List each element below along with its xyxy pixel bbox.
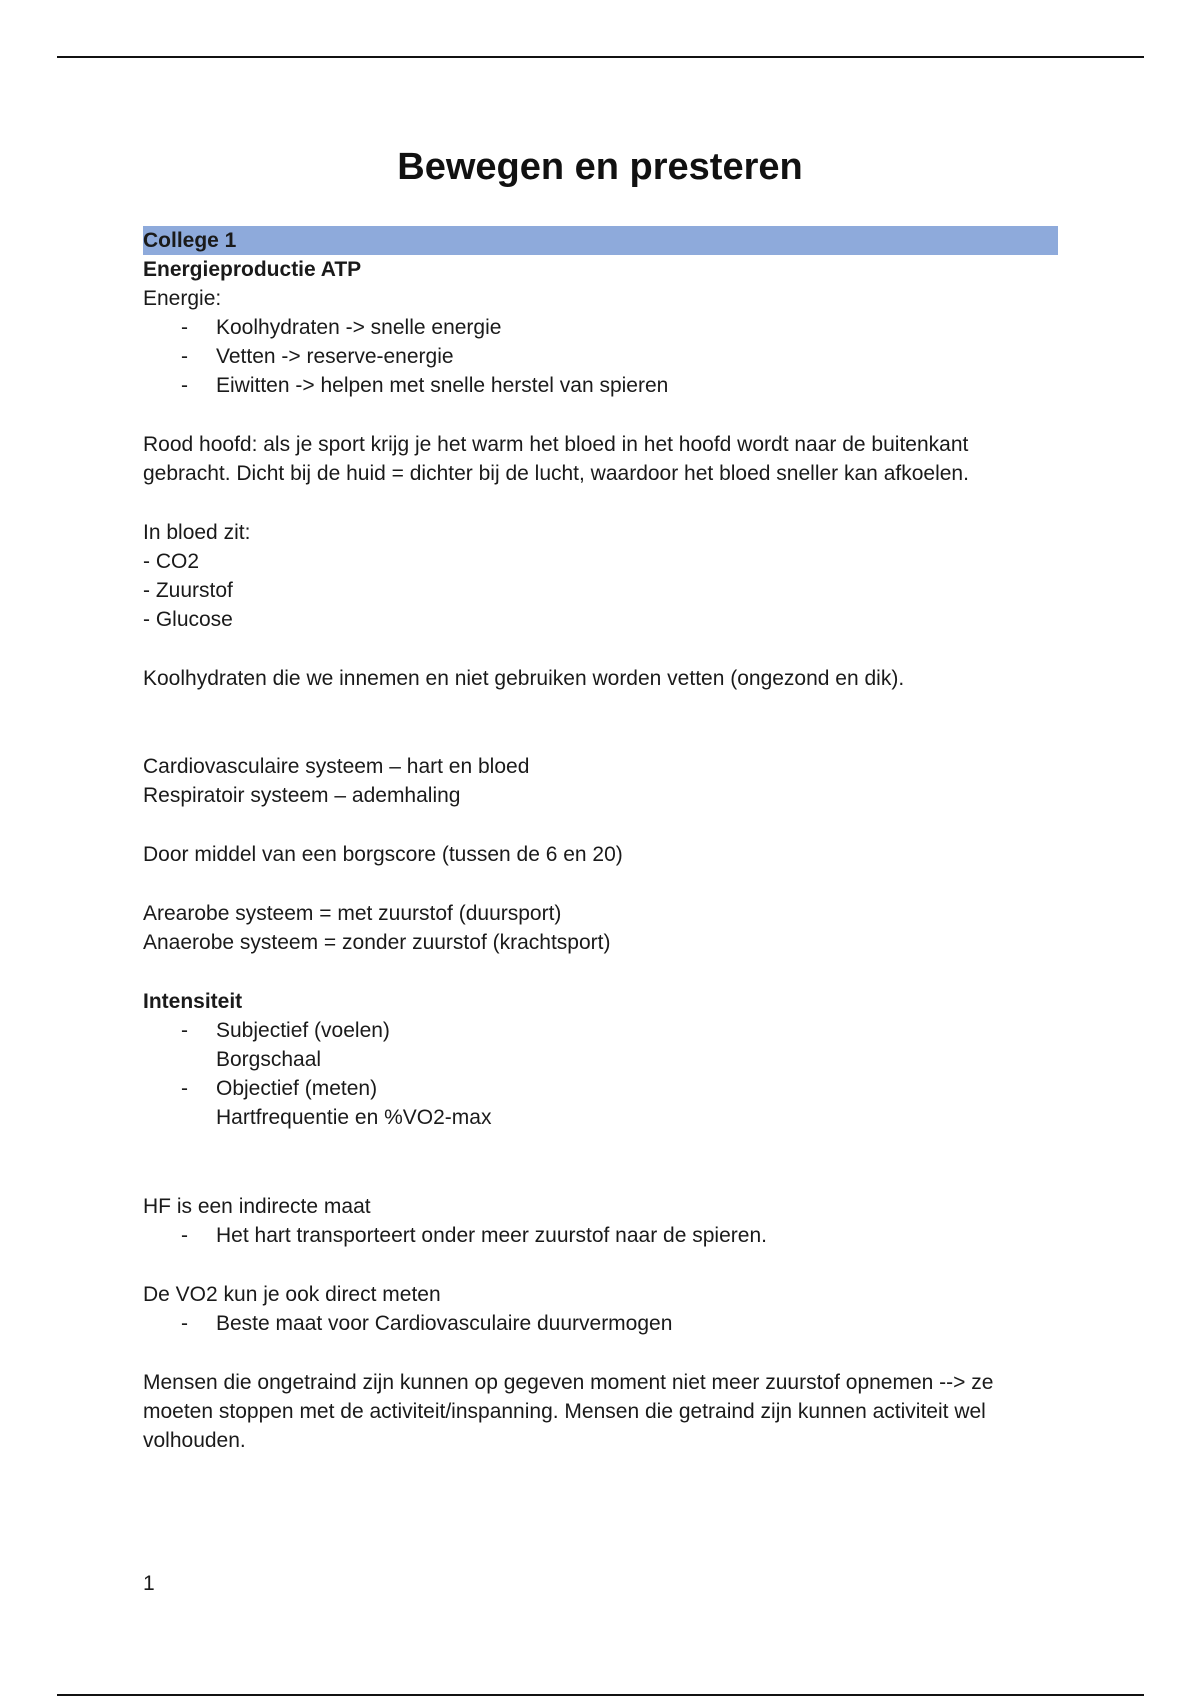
intensity-item [143,1016,1058,1045]
paragraph-line: Mensen die ongetraind zijn kunnen op gegeven moment niet meer zuurstof opnemen --> ze [143,1371,994,1394]
intensity-item [143,1074,1058,1103]
vo2-item [143,1309,1058,1338]
aerobic-line: Anaerobe systeem = zonder zuurstof (krachtsport) [143,931,611,954]
intensity-sub: Borgschaal [216,1048,322,1071]
footer-rule [57,1694,1144,1696]
document-body [143,226,1058,1455]
paragraph-line: Rood hoofd: als je sport krijg je het warm het bloed in het hoofd wordt naar de buitenkant [143,433,969,456]
blood-item: - CO2 [143,550,200,573]
system-line: Respiratoir systeem – ademhaling [143,784,461,807]
aerobic-line: Arearobe systeem = met zuurstof (duursport) [143,902,562,925]
energy-item [143,313,1058,342]
bullet-dash: - [181,1019,188,1042]
energy-item-text: Koolhydraten -> snelle energie [216,316,502,339]
blood-item: - Glucose [143,608,233,631]
vo2-item-text: Beste maat voor Cardiovasculaire duurvermogen [216,1312,673,1335]
page-number: 1 [143,1572,155,1595]
hf-item-text: Het hart transporteert onder meer zuurstof naar de spieren. [216,1224,767,1247]
energy-item-text: Vetten -> reserve-energie [216,345,454,368]
bullet-dash: - [181,345,188,368]
paragraph-line: gebracht. Dicht bij de huid = dichter bij de lucht, waardoor het bloed sneller kan afkoelen. [143,462,969,485]
intensity-sub: Hartfrequentie en %VO2-max [216,1106,492,1129]
page-title: Bewegen en presteren [397,146,803,188]
intensity-item-text: Objectief (meten) [216,1077,378,1100]
bullet-dash: - [181,374,188,397]
energy-item [143,342,1058,371]
bullet-dash: - [181,1224,188,1247]
intensity-heading: Intensiteit [143,990,243,1013]
blood-item: - Zuurstof [143,579,233,602]
bullet-dash: - [181,316,188,339]
paragraph-line: volhouden. [143,1429,246,1452]
system-line: Cardiovasculaire systeem – hart en bloed [143,755,530,778]
energy-label: Energie: [143,287,222,310]
energy-item [143,371,1058,400]
energy-item-text: Eiwitten -> helpen met snelle herstel van spieren [216,374,669,397]
hf-label: HF is een indirecte maat [143,1195,371,1218]
blood-label: In bloed zit: [143,521,251,544]
bullet-dash: - [181,1312,188,1335]
koolhydraten-note: Koolhydraten die we innemen en niet gebruiken worden vetten (ongezond en dik). [143,667,905,690]
subheading: Energieproductie ATP [143,258,362,281]
hf-item [143,1221,1058,1250]
paragraph-line: moeten stoppen met de activiteit/inspanning. Mensen die getraind zijn kunnen activiteit wel [143,1400,986,1423]
borgscore-line: Door middel van een borgscore (tussen de 6 en 20) [143,843,623,866]
intensity-item-text: Subjectief (voelen) [216,1019,390,1042]
section-header: College 1 [143,226,1058,255]
bullet-dash: - [181,1077,188,1100]
header-rule [57,56,1144,58]
vo2-label: De VO2 kun je ook direct meten [143,1283,441,1306]
